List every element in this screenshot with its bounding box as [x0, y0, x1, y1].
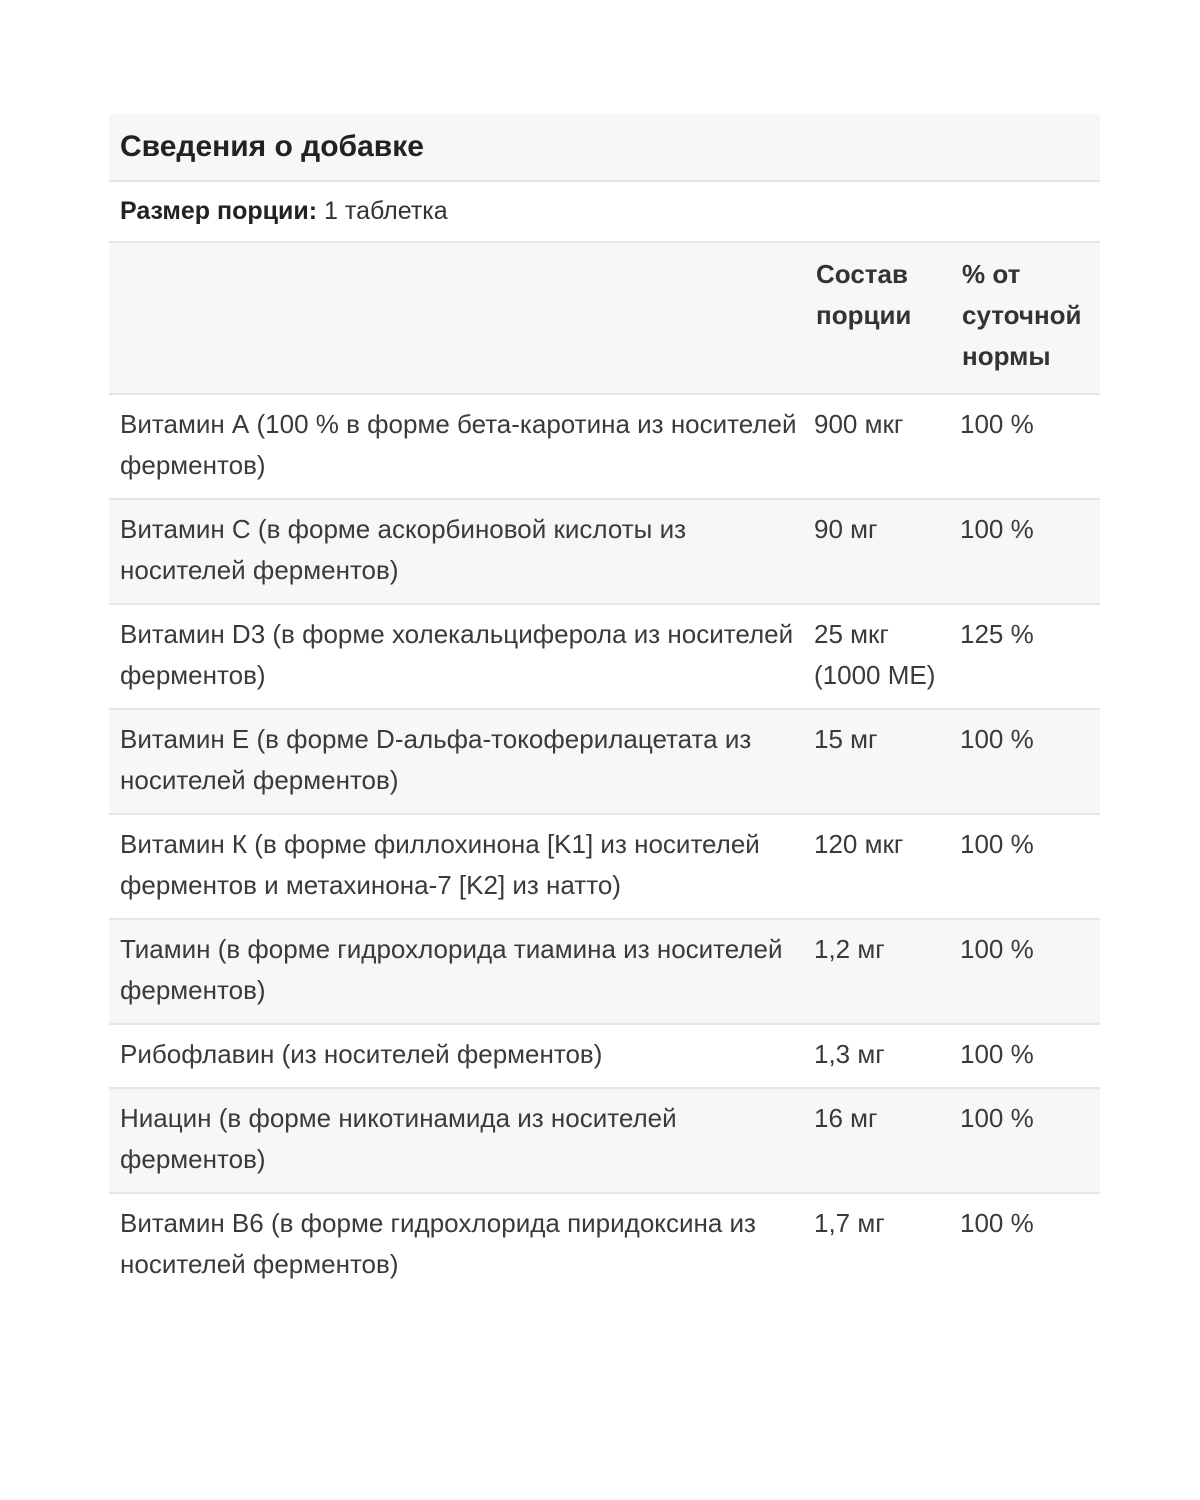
ingredient-daily-value: 100 %: [951, 499, 1100, 604]
ingredient-amount: 90 мг: [805, 499, 951, 604]
table-row: [109, 709, 1100, 814]
ingredient-amount: 25 мкг (1000 МЕ): [805, 604, 951, 709]
table-row: [109, 919, 1100, 1024]
ingredient-name: Тиамин (в форме гидрохлорида тиамина из носителей ферментов): [109, 919, 805, 1024]
ingredient-daily-value: 100 %: [951, 394, 1100, 499]
ingredient-amount: 1,3 мг: [805, 1024, 951, 1088]
ingredient-amount: 15 мг: [805, 709, 951, 814]
ingredient-name: Ниацин (в форме никотинамида из носителей ферментов): [109, 1088, 805, 1193]
ingredient-amount: 900 мкг: [805, 394, 951, 499]
table-row: [109, 499, 1100, 604]
table-row: [109, 1088, 1100, 1193]
table-row: [109, 394, 1100, 499]
supplement-facts-table: [109, 243, 1100, 1297]
table-row: [109, 814, 1100, 919]
serving-size-row: [109, 182, 1100, 243]
supplement-facts-panel: [109, 114, 1100, 1297]
ingredient-amount: 1,2 мг: [805, 919, 951, 1024]
ingredient-name: Витамин Е (в форме D-альфа-токоферилацетата из носителей ферментов): [109, 709, 805, 814]
header-daily-value: % от суточной нормы: [951, 243, 1100, 394]
ingredient-amount: 1,7 мг: [814, 1208, 885, 1238]
ingredient-amount: 120 мкг: [805, 814, 951, 919]
ingredient-daily-value: 100 %: [951, 919, 1100, 1024]
table-row: [109, 1024, 1100, 1088]
ingredient-name: Витамин А (100 % в форме бета-каротина из носителей ферментов): [109, 394, 805, 499]
ingredient-name: Витамин К (в форме филлохинона [K1] из носителей ферментов и метахинона-7 [K2] из натто): [109, 814, 805, 919]
panel-title: Сведения о добавке: [109, 114, 1100, 182]
ingredient-daily-value: 100 %: [951, 709, 1100, 814]
ingredient-name: Витамин С (в форме аскорбиновой кислоты из носителей ферментов): [109, 499, 805, 604]
header-ingredient: [109, 243, 805, 394]
serving-size-value: 1 таблетка: [324, 197, 448, 225]
ingredient-amount: 16 мг: [805, 1088, 951, 1193]
table-row: [109, 1193, 1100, 1297]
header-amount-per-serving: Состав порции: [805, 243, 951, 394]
ingredient-name: Витамин В6 (в форме гидрохлорида пиридоксина из носителей ферментов): [120, 1208, 756, 1279]
ingredient-name: Витамин D3 (в форме холекальциферола из носителей ферментов): [109, 604, 805, 709]
ingredient-daily-value: 100 %: [951, 1088, 1100, 1193]
ingredient-daily-value: 125 %: [951, 604, 1100, 709]
table-row: [109, 604, 1100, 709]
ingredient-daily-value: 100 %: [951, 814, 1100, 919]
ingredient-daily-value: 100 %: [951, 1024, 1100, 1088]
ingredient-daily-value: 100 %: [960, 1208, 1034, 1238]
table-header-row: [109, 243, 1100, 394]
serving-size-label: Размер порции:: [120, 197, 318, 225]
ingredient-name: Рибофлавин (из носителей ферментов): [109, 1024, 805, 1088]
